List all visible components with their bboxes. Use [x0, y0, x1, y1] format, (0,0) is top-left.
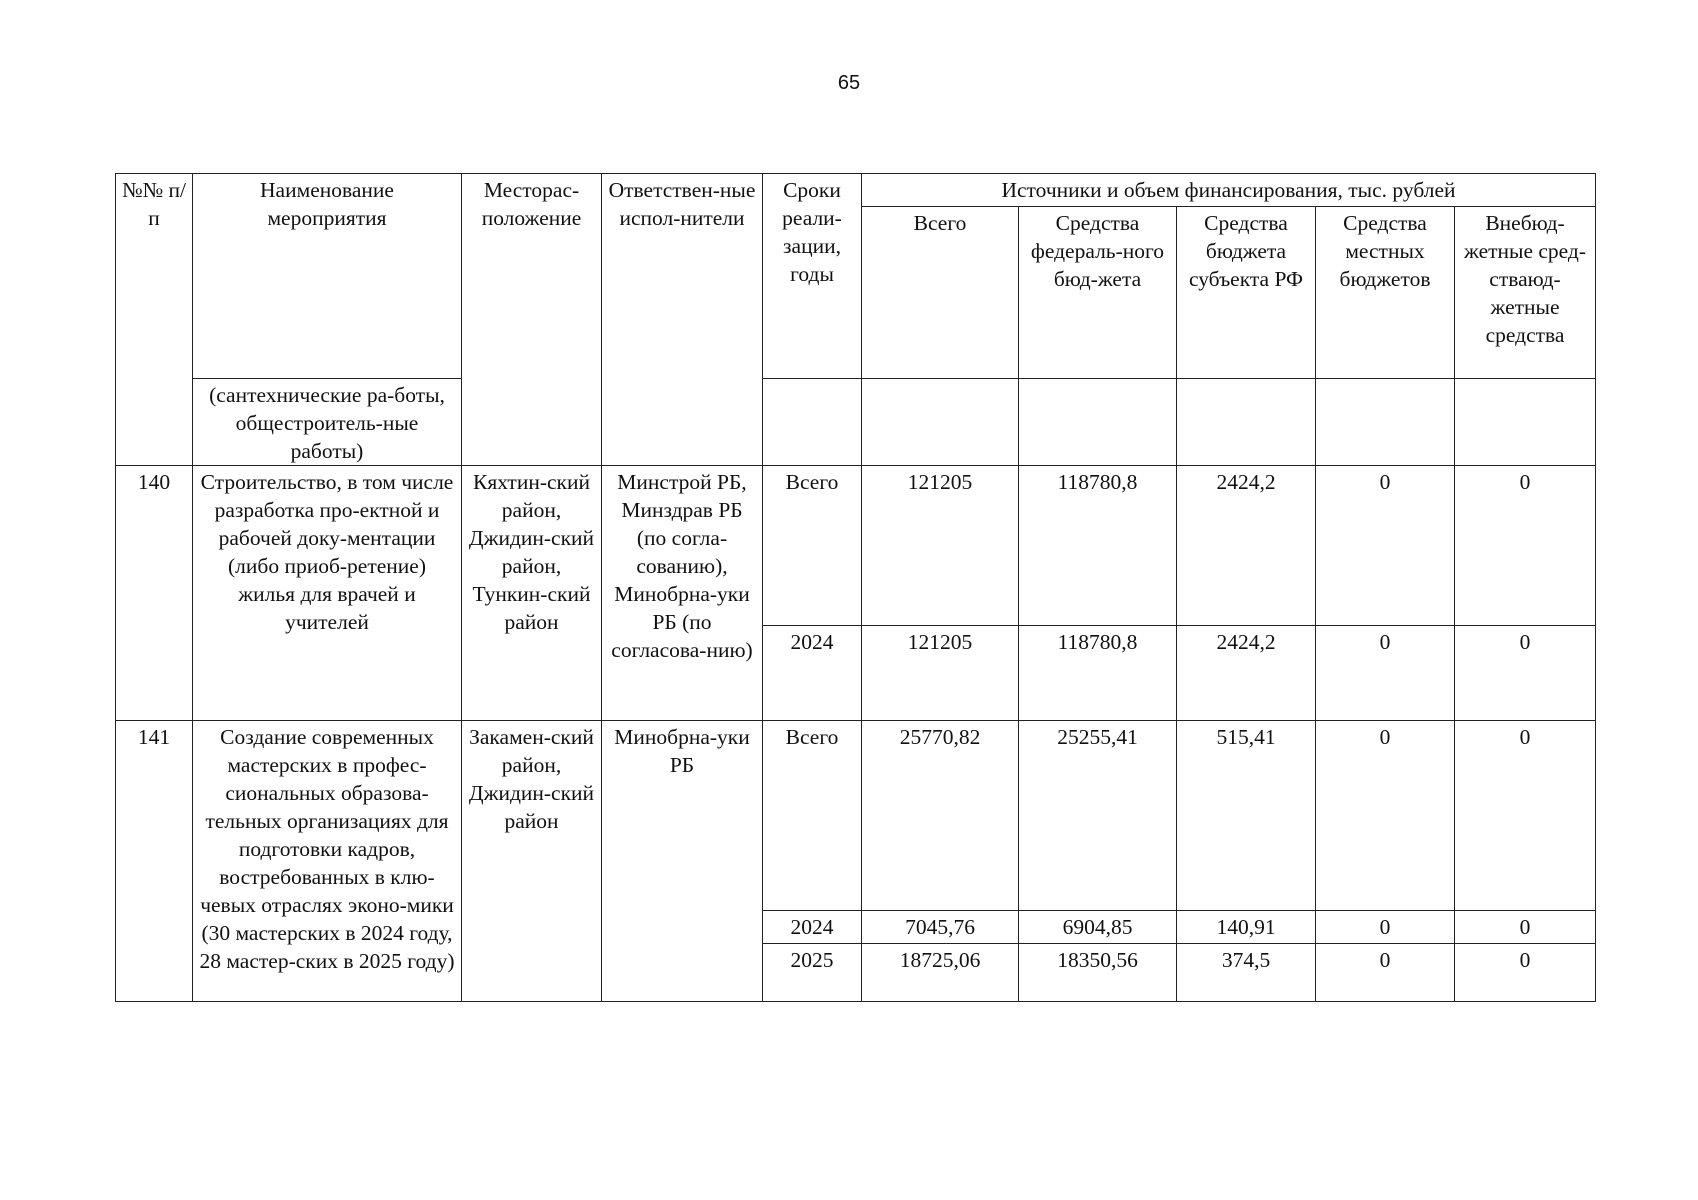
row-executors: Минобрна-уки РБ [602, 721, 763, 1002]
period-total: 18725,06 [862, 944, 1019, 1002]
continuation-empty [1177, 379, 1316, 466]
period-regional: 374,5 [1177, 944, 1316, 1002]
period-local: 0 [1316, 944, 1455, 1002]
period-year: 2025 [763, 944, 862, 1002]
period-local: 0 [1316, 911, 1455, 944]
header-regional: Средства бюджета субъекта РФ [1177, 207, 1316, 379]
period-total: 121205 [862, 626, 1019, 721]
continuation-empty [1455, 379, 1596, 466]
page-number: 65 [837, 72, 861, 94]
period-local: 0 [1316, 626, 1455, 721]
header-sources: Источники и объем финансирования, тыс. рублей [862, 174, 1596, 207]
period-total: 25770,82 [862, 721, 1019, 911]
period-extra: 0 [1455, 944, 1596, 1002]
period-federal: 118780,8 [1019, 466, 1177, 626]
financing-table [115, 173, 1596, 1002]
row-name: Строительство, в том числе разработка про-ектной и рабочей доку-ментации (либо приоб-ретение) жилья для врачей и учителей [193, 466, 462, 721]
continuation-name: (сантехнические ра-боты, общестроитель-ные работы) [193, 379, 462, 466]
row-name: Создание современных мастерских в профес-сиональных образова-тельных организациях для подготовки кадров, востребованных в клю-чевых отраслях эконо-мики (30 мастерских в 2024 году, 28 мастер-ских в 2025 году) [193, 721, 462, 1002]
header-row [116, 174, 1596, 207]
header-executors: Ответствен-ные испол-нители [602, 174, 763, 466]
period-year: Всего [763, 466, 862, 626]
header-num: №№ п/п [116, 174, 193, 466]
period-extra: 0 [1455, 466, 1596, 626]
row-executors: Минстрой РБ, Минздрав РБ (по согла-сованию), Минобрна-уки РБ (по согласова-нию) [602, 466, 763, 721]
continuation-row [116, 379, 1596, 466]
header-terms: Сроки реали-зации, годы [763, 174, 862, 379]
row-location: Кяхтин-ский район, Джидин-ский район, Тункин-ский район [462, 466, 602, 721]
continuation-empty [1019, 379, 1177, 466]
period-federal: 18350,56 [1019, 944, 1177, 1002]
period-regional: 2424,2 [1177, 626, 1316, 721]
period-regional: 2424,2 [1177, 466, 1316, 626]
header-total: Всего [862, 207, 1019, 379]
period-local: 0 [1316, 466, 1455, 626]
period-year: 2024 [763, 626, 862, 721]
period-federal: 6904,85 [1019, 911, 1177, 944]
table-row [116, 721, 1596, 911]
header-local: Средства местных бюджетов [1316, 207, 1455, 379]
period-year: 2024 [763, 911, 862, 944]
header-location: Месторас-положение [462, 174, 602, 466]
header-extra: Внебюд-жетные сред-стваюд-жетные средства [1455, 207, 1596, 379]
continuation-empty [763, 379, 862, 466]
period-total: 7045,76 [862, 911, 1019, 944]
header-federal: Средства федераль-ного бюд-жета [1019, 207, 1177, 379]
period-regional: 140,91 [1177, 911, 1316, 944]
header-name: Наименование мероприятия [193, 174, 462, 379]
period-federal: 25255,41 [1019, 721, 1177, 911]
continuation-empty [1316, 379, 1455, 466]
period-extra: 0 [1455, 626, 1596, 721]
continuation-empty [862, 379, 1019, 466]
period-extra: 0 [1455, 721, 1596, 911]
period-regional: 515,41 [1177, 721, 1316, 911]
table-row [116, 466, 1596, 626]
row-location: Закамен-ский район, Джидин-ский район [462, 721, 602, 1002]
period-local: 0 [1316, 721, 1455, 911]
row-num: 141 [116, 721, 193, 1002]
period-total: 121205 [862, 466, 1019, 626]
period-year: Всего [763, 721, 862, 911]
row-num: 140 [116, 466, 193, 721]
period-federal: 118780,8 [1019, 626, 1177, 721]
period-extra: 0 [1455, 911, 1596, 944]
